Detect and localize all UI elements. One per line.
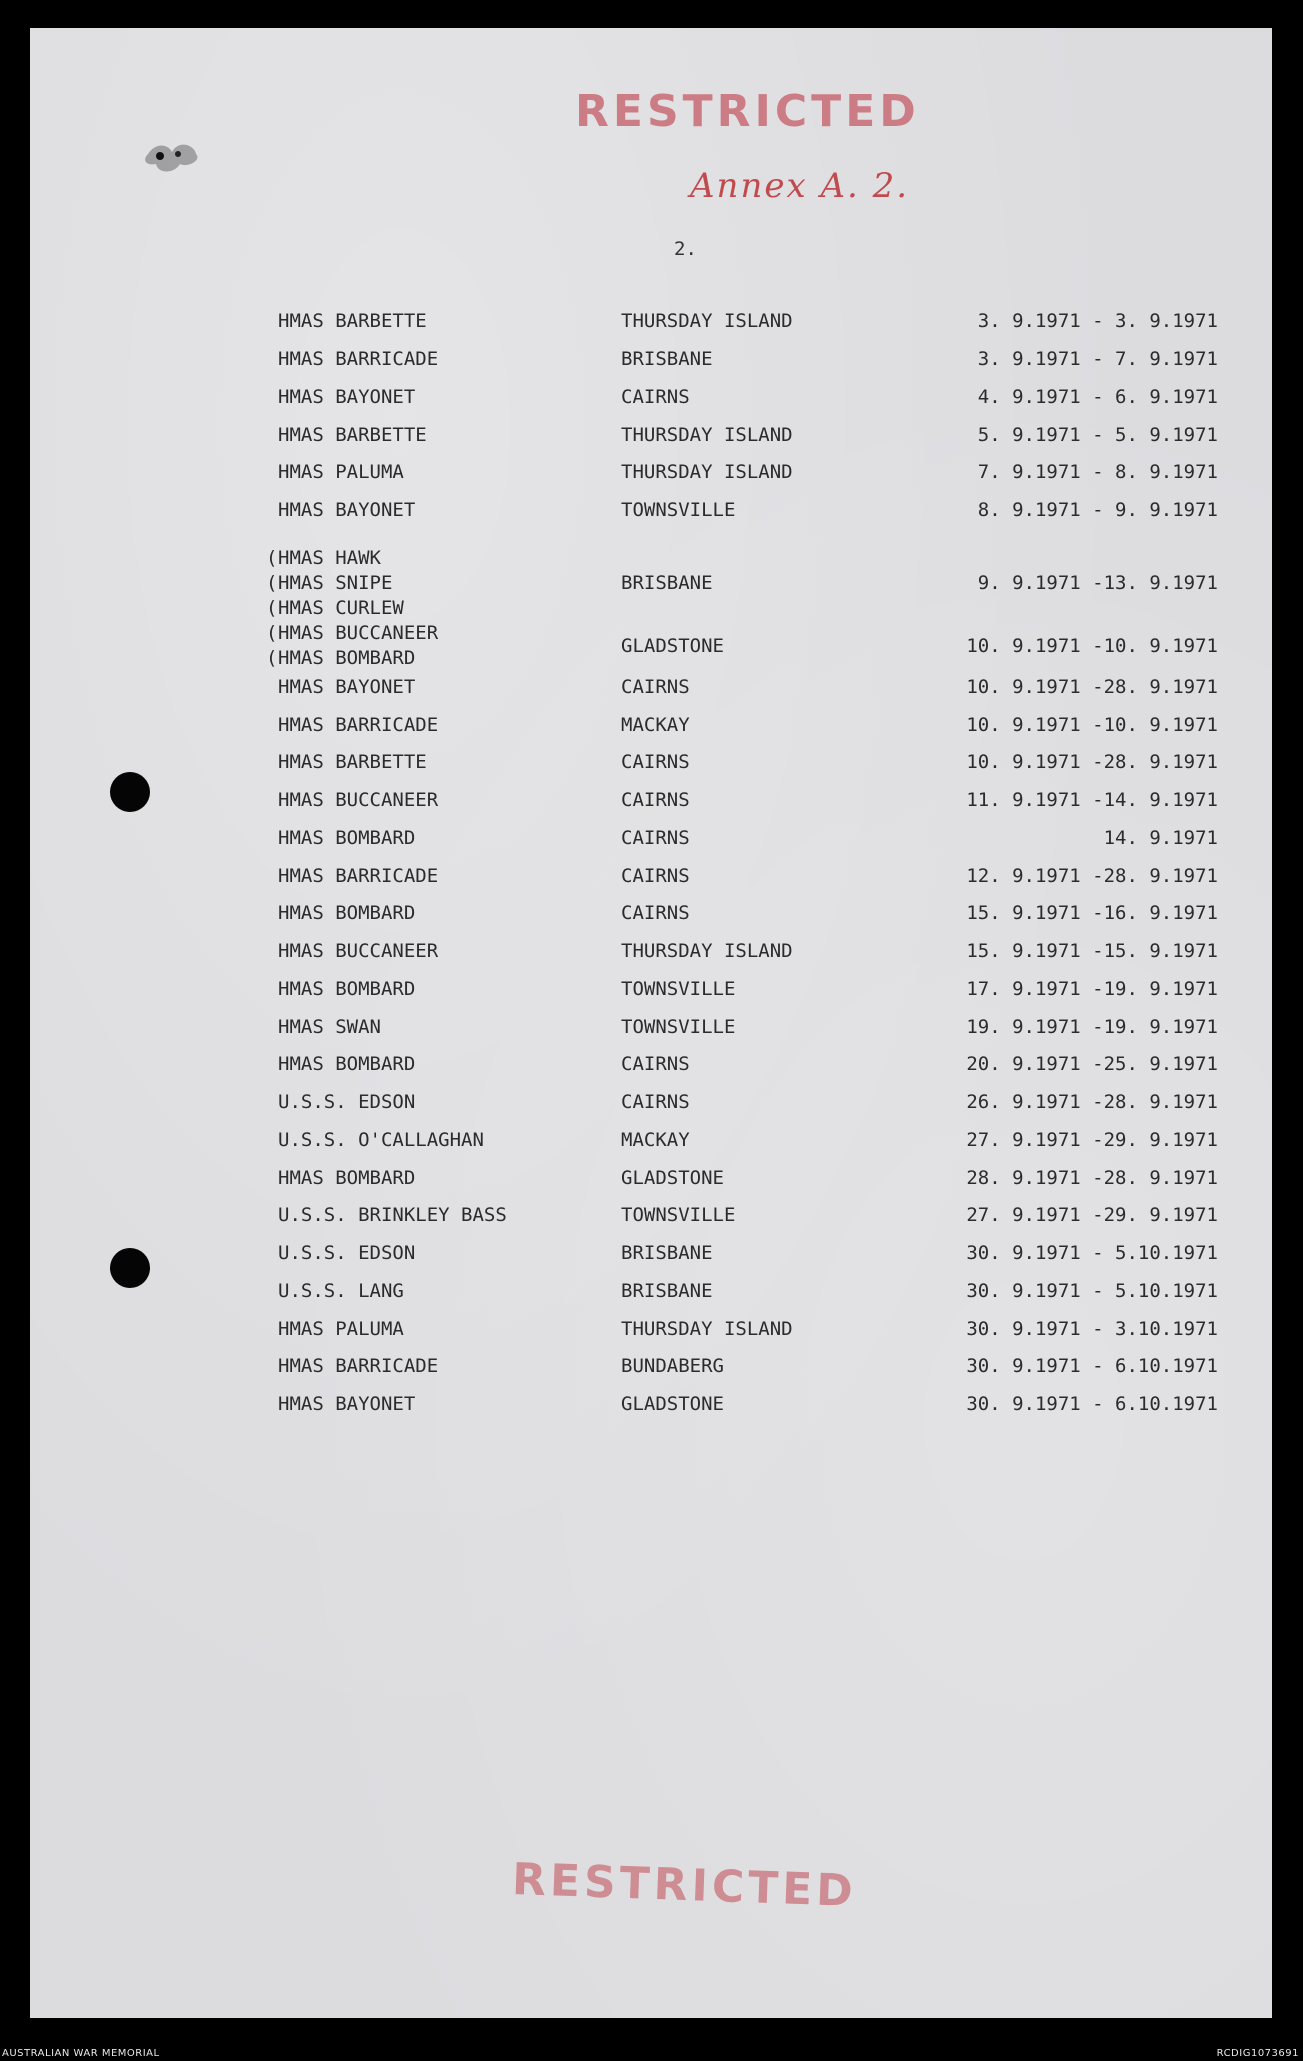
schedule-row	[278, 1393, 1218, 1415]
ship-name: HMAS BOMBARD	[278, 827, 416, 849]
visit-dates: 14. 9.1971	[1103, 827, 1218, 849]
schedule-row	[278, 386, 1218, 408]
schedule-row	[278, 676, 1218, 698]
footer-institution: AUSTRALIAN WAR MEMORIAL	[2, 2048, 160, 2059]
schedule-row	[266, 622, 1218, 669]
visit-dates: 5. 9.1971 - 5. 9.1971	[977, 424, 1218, 446]
visit-dates: 8. 9.1971 - 9. 9.1971	[977, 499, 1218, 521]
port-name: THURSDAY ISLAND	[621, 424, 793, 446]
port-name: BRISBANE	[621, 1242, 713, 1264]
ship-name: HMAS BUCCANEER	[278, 940, 439, 962]
port-name: CAIRNS	[621, 827, 690, 849]
ship-name: HMAS SNIPE	[278, 572, 393, 594]
page-number: 2.	[674, 238, 697, 260]
ship-name: HMAS BARBETTE	[278, 310, 427, 332]
port-name: MACKAY	[621, 1129, 690, 1151]
ship-names	[278, 310, 427, 335]
ship-names	[278, 386, 415, 411]
ship-names	[278, 1091, 415, 1116]
ship-name: U.S.S. EDSON	[278, 1242, 416, 1264]
port-name: THURSDAY ISLAND	[621, 940, 793, 962]
port-name: BRISBANE	[621, 572, 713, 594]
port-name: MACKAY	[621, 714, 690, 736]
group-bracket: (	[266, 597, 278, 619]
ship-name: HMAS PALUMA	[278, 461, 404, 483]
port-name: BRISBANE	[621, 1280, 713, 1302]
group-bracket: (	[266, 572, 278, 594]
visit-dates: 30. 9.1971 - 5.10.1971	[966, 1242, 1218, 1264]
port-name: GLADSTONE	[621, 635, 724, 657]
port-name: BRISBANE	[621, 348, 713, 370]
ship-name: HMAS BAYONET	[278, 676, 416, 698]
schedule-row	[278, 865, 1218, 887]
ship-names	[278, 1167, 415, 1192]
ship-name: HMAS BARRICADE	[278, 714, 439, 736]
ship-names	[278, 940, 438, 965]
visit-dates: 17. 9.1971 -19. 9.1971	[966, 978, 1218, 1000]
port-name: THURSDAY ISLAND	[621, 461, 793, 483]
ship-name: HMAS PALUMA	[278, 1318, 404, 1340]
ship-name: HMAS BARRICADE	[278, 1355, 439, 1377]
ship-name: HMAS BOMBARD	[278, 1167, 416, 1189]
ship-names	[278, 424, 427, 449]
ship-names	[278, 789, 438, 814]
ship-name: HMAS BOMBARD	[278, 902, 416, 924]
schedule-row	[278, 714, 1218, 736]
ship-name: HMAS BARBETTE	[278, 424, 427, 446]
schedule-row	[278, 499, 1218, 521]
port-name: CAIRNS	[621, 676, 690, 698]
port-name: CAIRNS	[621, 1091, 690, 1113]
port-name: CAIRNS	[621, 789, 690, 811]
ship-names	[278, 499, 415, 524]
schedule-row	[278, 1355, 1218, 1377]
document-page	[30, 28, 1272, 2018]
ship-name: HMAS BOMBARD	[278, 978, 416, 1000]
ship-names	[278, 751, 427, 776]
port-name: CAIRNS	[621, 751, 690, 773]
port-name: CAIRNS	[621, 865, 690, 887]
ship-name: HMAS BARRICADE	[278, 865, 439, 887]
ship-name: HMAS CURLEW	[278, 597, 404, 619]
port-name: THURSDAY ISLAND	[621, 1318, 793, 1340]
ship-names	[278, 348, 438, 373]
visit-dates: 10. 9.1971 -28. 9.1971	[966, 751, 1218, 773]
schedule-row	[278, 751, 1218, 773]
restricted-stamp-top: RESTRICTED	[575, 86, 920, 137]
visit-dates: 12. 9.1971 -28. 9.1971	[966, 865, 1218, 887]
ship-name: HMAS BARBETTE	[278, 751, 427, 773]
schedule-row	[278, 940, 1218, 962]
ship-names	[278, 827, 415, 852]
ship-name: HMAS BAYONET	[278, 499, 416, 521]
ship-names	[278, 1204, 507, 1229]
port-name: CAIRNS	[621, 386, 690, 408]
ship-names	[266, 547, 404, 622]
visit-dates: 4. 9.1971 - 6. 9.1971	[977, 386, 1218, 408]
schedule-row	[278, 1242, 1218, 1264]
visit-dates: 27. 9.1971 -29. 9.1971	[966, 1129, 1218, 1151]
ship-names	[278, 902, 415, 927]
port-name: CAIRNS	[621, 1053, 690, 1075]
visit-dates: 10. 9.1971 -10. 9.1971	[966, 635, 1218, 657]
ship-name: HMAS HAWK	[278, 547, 381, 569]
schedule-row	[278, 1053, 1218, 1075]
schedule-row	[278, 310, 1218, 332]
ship-name: HMAS SWAN	[278, 1016, 381, 1038]
restricted-stamp-bottom: RESTRICTED	[511, 1853, 858, 1918]
group-bracket: (	[266, 647, 278, 669]
ship-name: U.S.S. BRINKLEY BASS	[278, 1204, 507, 1226]
ship-name: U.S.S. LANG	[278, 1280, 404, 1302]
ship-names	[278, 714, 438, 739]
schedule-row	[278, 1016, 1218, 1038]
group-bracket: (	[266, 547, 278, 569]
punch-hole	[110, 1248, 150, 1288]
schedule-row	[278, 1167, 1218, 1189]
visit-dates: 30. 9.1971 - 5.10.1971	[966, 1280, 1218, 1302]
schedule-row	[278, 1318, 1218, 1340]
ship-names	[278, 1280, 404, 1305]
visit-dates: 15. 9.1971 -16. 9.1971	[966, 902, 1218, 924]
ship-names	[278, 461, 404, 486]
port-name: GLADSTONE	[621, 1167, 724, 1189]
ship-name: HMAS BUCCANEER	[278, 622, 439, 644]
punch-hole	[110, 772, 150, 812]
port-name: GLADSTONE	[621, 1393, 724, 1415]
visit-dates: 10. 9.1971 -28. 9.1971	[966, 676, 1218, 698]
port-name: TOWNSVILLE	[621, 1016, 736, 1038]
ship-names	[278, 1242, 415, 1267]
visit-dates: 7. 9.1971 - 8. 9.1971	[977, 461, 1218, 483]
schedule-row	[266, 547, 1218, 619]
port-name: CAIRNS	[621, 902, 690, 924]
ship-names	[278, 865, 438, 890]
visit-dates: 3. 9.1971 - 3. 9.1971	[977, 310, 1218, 332]
ship-names	[278, 978, 415, 1003]
schedule-row	[278, 424, 1218, 446]
visit-dates: 11. 9.1971 -14. 9.1971	[966, 789, 1218, 811]
schedule-row	[278, 1204, 1218, 1226]
ship-name: U.S.S. EDSON	[278, 1091, 416, 1113]
port-name: BUNDABERG	[621, 1355, 724, 1377]
ship-names	[278, 1318, 404, 1343]
schedule-row	[278, 827, 1218, 849]
visit-dates: 19. 9.1971 -19. 9.1971	[966, 1016, 1218, 1038]
ship-names	[278, 1053, 415, 1078]
visit-dates: 27. 9.1971 -29. 9.1971	[966, 1204, 1218, 1226]
visit-dates: 26. 9.1971 -28. 9.1971	[966, 1091, 1218, 1113]
schedule-row	[278, 1091, 1218, 1113]
port-name: TOWNSVILLE	[621, 1204, 736, 1226]
ship-names	[278, 1393, 415, 1418]
schedule-row	[278, 789, 1218, 811]
group-bracket: (	[266, 622, 278, 644]
schedule-row	[278, 1280, 1218, 1302]
visit-dates: 10. 9.1971 -10. 9.1971	[966, 714, 1218, 736]
ship-name: HMAS BOMBARD	[278, 647, 416, 669]
ship-names	[278, 1016, 381, 1041]
schedule-row	[278, 1129, 1218, 1151]
visit-dates: 30. 9.1971 - 6.10.1971	[966, 1393, 1218, 1415]
schedule-row	[278, 348, 1218, 370]
schedule-row	[278, 978, 1218, 1000]
handwritten-annex-note: Annex A. 2.	[690, 166, 910, 206]
schedule-row	[278, 902, 1218, 924]
visit-dates: 3. 9.1971 - 7. 9.1971	[977, 348, 1218, 370]
ship-names	[266, 622, 439, 672]
ship-name: HMAS BARRICADE	[278, 348, 439, 370]
visit-dates: 9. 9.1971 -13. 9.1971	[977, 572, 1218, 594]
ship-names	[278, 1355, 438, 1380]
port-name: TOWNSVILLE	[621, 499, 736, 521]
visit-dates: 30. 9.1971 - 6.10.1971	[966, 1355, 1218, 1377]
visit-dates: 15. 9.1971 -15. 9.1971	[966, 940, 1218, 962]
port-name: TOWNSVILLE	[621, 978, 736, 1000]
ship-name: U.S.S. O'CALLAGHAN	[278, 1129, 484, 1151]
ship-names	[278, 1129, 484, 1154]
footer-record-id: RCDIG1073691	[1216, 2048, 1299, 2059]
ship-name: HMAS BOMBARD	[278, 1053, 416, 1075]
schedule-row	[278, 461, 1218, 483]
visit-dates: 28. 9.1971 -28. 9.1971	[966, 1167, 1218, 1189]
ship-name: HMAS BAYONET	[278, 1393, 416, 1415]
ship-name: HMAS BUCCANEER	[278, 789, 439, 811]
ship-names	[278, 676, 415, 701]
ink-stain-icon	[138, 134, 206, 180]
visit-dates: 20. 9.1971 -25. 9.1971	[966, 1053, 1218, 1075]
port-name: THURSDAY ISLAND	[621, 310, 793, 332]
ship-name: HMAS BAYONET	[278, 386, 416, 408]
visit-dates: 30. 9.1971 - 3.10.1971	[966, 1318, 1218, 1340]
